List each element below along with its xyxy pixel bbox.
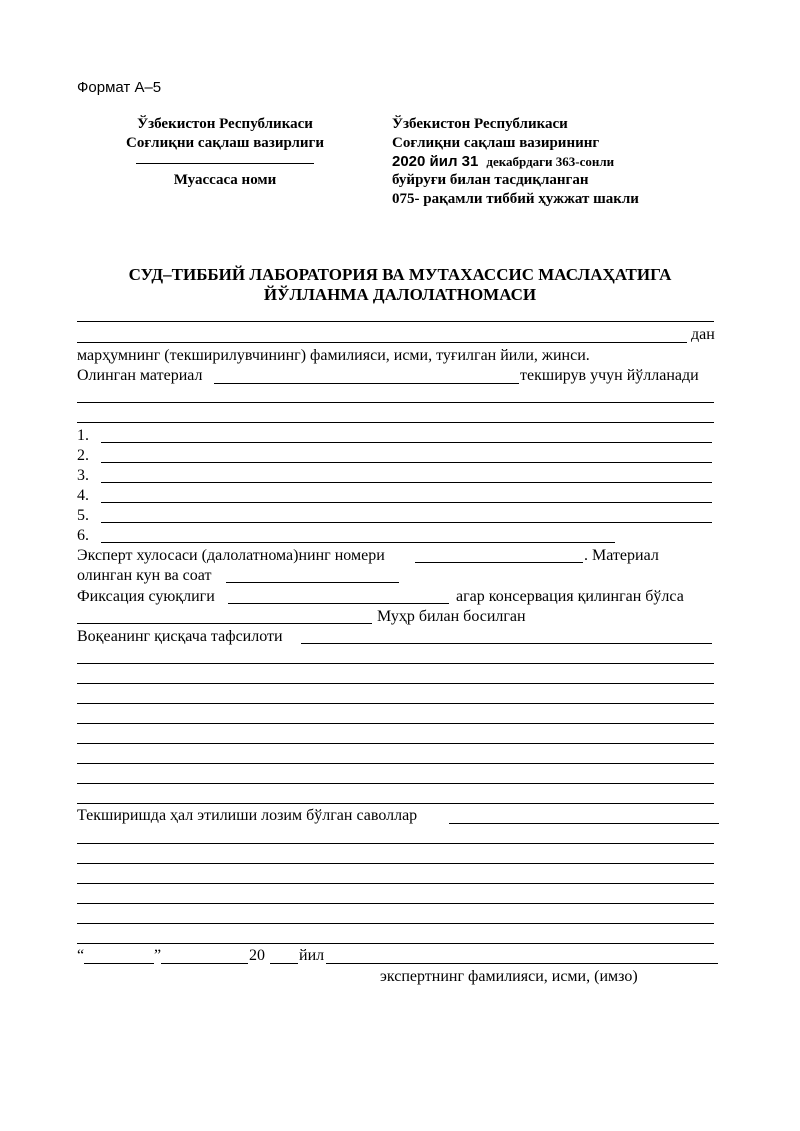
sealed-field[interactable] [77, 623, 372, 624]
deceased-label: марҳумнинг (текширилувчининг) фамилияси, исми, туғилган йили, жинси. [77, 347, 590, 364]
form-line-from-1[interactable] [77, 321, 714, 322]
conservation-label: агар консервация қилинган бўлса [456, 588, 684, 605]
header-right-minister: Соғлиқни сақлаш вазирининг [392, 135, 600, 151]
signature-label: экспертнинг фамилияси, исми, (имзо) [380, 968, 638, 985]
year-field[interactable] [270, 963, 298, 964]
date-day-field[interactable] [84, 963, 154, 964]
questions-label: Текширишда ҳал этилиши лозим бўлган саволлар [77, 807, 418, 824]
signature-field[interactable] [326, 963, 718, 964]
sealed-label: Муҳр билан босилган [377, 608, 526, 625]
questions-line[interactable] [77, 883, 714, 884]
incident-line[interactable] [77, 683, 714, 684]
incident-line[interactable] [77, 783, 714, 784]
material-field[interactable] [214, 383, 519, 384]
from-suffix: дан [691, 326, 715, 343]
header-right-order-date [392, 153, 614, 171]
fixation-label: Фиксация суюқлиги [77, 588, 215, 605]
incident-field[interactable] [301, 643, 712, 644]
header-left-country: Ўзбекистон Республикаси [137, 116, 313, 132]
year-prefix: 20 [249, 947, 265, 964]
fixation-field[interactable] [228, 603, 449, 604]
item-number-6: 6. [77, 527, 89, 544]
item-field-4[interactable] [101, 502, 712, 503]
questions-line[interactable] [77, 923, 714, 924]
item-number-5: 5. [77, 507, 89, 524]
format-label: Формат А–5 [77, 79, 162, 96]
incident-line[interactable] [77, 803, 714, 804]
material-continuation: . Материал [584, 547, 659, 564]
incident-line[interactable] [77, 723, 714, 724]
blank-line[interactable] [77, 422, 714, 423]
item-field-1[interactable] [101, 442, 712, 443]
expert-number-label: Эксперт хулосаси (далолатнома)нинг номери [77, 547, 385, 564]
item-field-5[interactable] [101, 522, 712, 523]
item-number-2: 2. [77, 447, 89, 464]
incident-line[interactable] [77, 743, 714, 744]
material-label: Олинган материал [77, 367, 203, 384]
header-right-approved: буйруғи билан тасдиқланган [392, 172, 589, 188]
date-month-field[interactable] [161, 963, 248, 964]
item-number-4: 4. [77, 487, 89, 504]
questions-line[interactable] [77, 903, 714, 904]
material-suffix: текширув учун йўлланади [520, 367, 699, 384]
incident-label: Воқеанинг қисқача тафсилоти [77, 628, 283, 645]
header-right-form-number: 075- рақамли тиббий ҳужжат шакли [392, 191, 639, 207]
institution-name-line[interactable] [136, 163, 314, 164]
document-title-line2: ЙЎЛЛАНМА ДАЛОЛАТНОМАСИ [263, 285, 537, 304]
item-number-1: 1. [77, 427, 89, 444]
taken-datetime-label: олинган кун ва соат [77, 567, 212, 584]
expert-number-field[interactable] [415, 562, 583, 563]
item-field-2[interactable] [101, 462, 712, 463]
header-left-institution: Муассаса номи [173, 172, 277, 188]
header-left-ministry: Соғлиқни сақлаш вазирлиги [126, 135, 324, 151]
incident-line[interactable] [77, 763, 714, 764]
form-line-from-2[interactable] [77, 342, 687, 343]
order-number: декабрдаги 363-сонли [486, 154, 615, 169]
document-title-line1: СУД–ТИББИЙ ЛАБОРАТОРИЯ ВА МУТАХАССИС МАСЛАҲАТИГА [128, 265, 672, 284]
blank-line[interactable] [77, 402, 714, 403]
questions-field[interactable] [449, 823, 719, 824]
taken-datetime-field[interactable] [226, 582, 399, 583]
incident-line[interactable] [77, 663, 714, 664]
order-date: 2020 йил 31 [392, 153, 479, 170]
item-field-3[interactable] [101, 482, 712, 483]
questions-line[interactable] [77, 843, 714, 844]
header-right-country: Ўзбекистон Республикаси [392, 116, 568, 132]
item-number-3: 3. [77, 467, 89, 484]
questions-line[interactable] [77, 943, 714, 944]
date-quote-open: “ [77, 947, 85, 964]
date-quote-close: ” [154, 947, 162, 964]
questions-line[interactable] [77, 863, 714, 864]
item-field-6[interactable] [101, 542, 615, 543]
incident-line[interactable] [77, 703, 714, 704]
year-suffix: йил [299, 947, 325, 964]
